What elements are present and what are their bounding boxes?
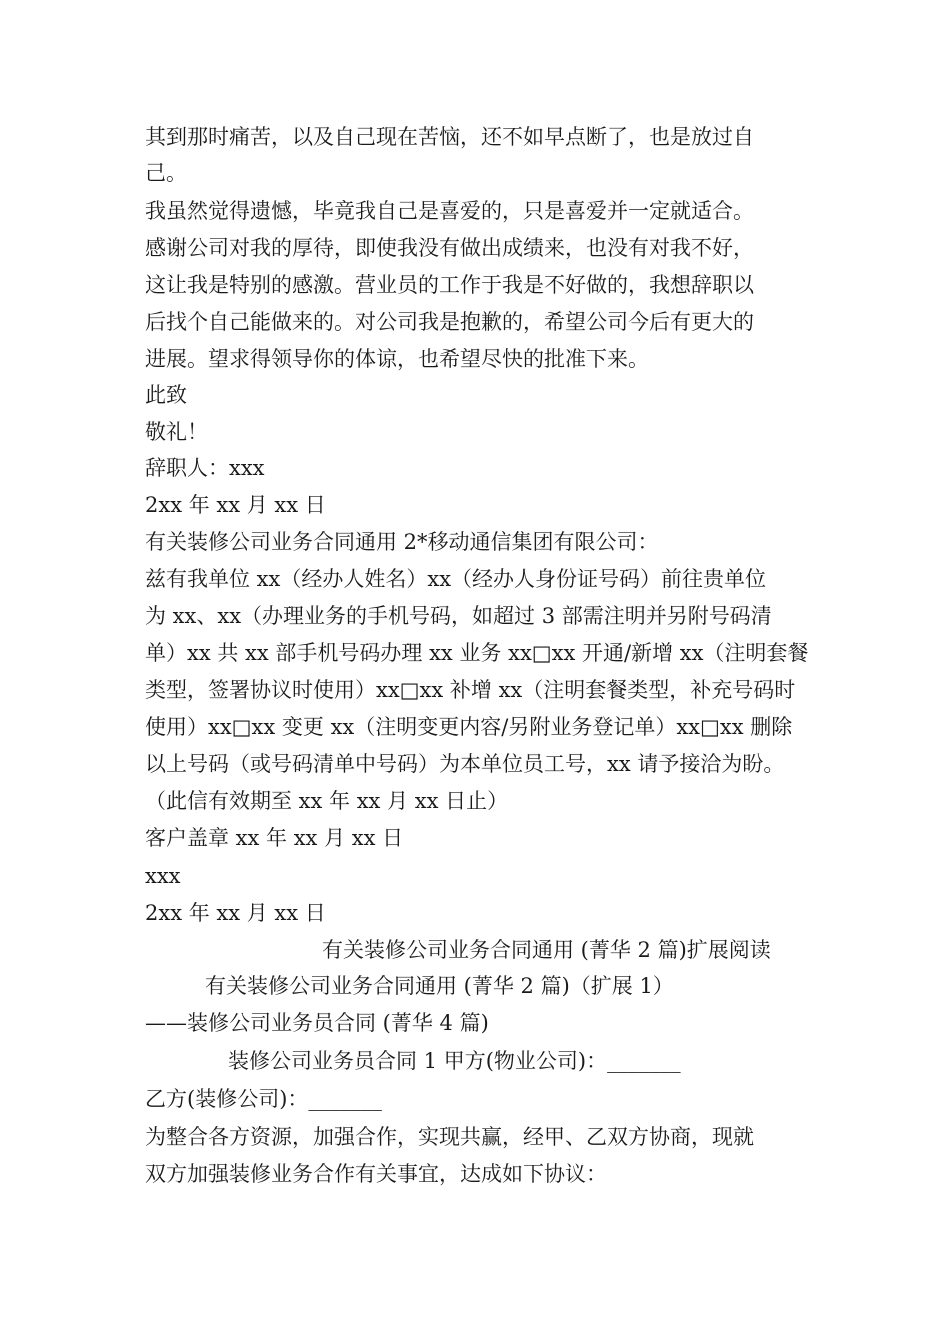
body-text-line: （此信有效期至 xx 年 xx 月 xx 日止） — [145, 789, 509, 813]
body-text-line: 为 xx、xx（办理业务的手机号码，如超过 3 部需注明并另附号码清 — [145, 604, 772, 628]
extended-reading-heading: 有关装修公司业务合同通用 (菁华 2 篇)扩展阅读 — [322, 938, 771, 962]
body-text-line: 双方加强装修业务合作有关事宜，达成如下协议： — [145, 1162, 607, 1186]
body-text-line: 以上号码（或号码清单中号码）为本单位员工号，xx 请予接洽为盼。 — [145, 752, 785, 776]
body-text-line: 这让我是特别的感激。营业员的工作于我是不好做的，我想辞职以 — [145, 273, 754, 297]
body-text-line: 进展。望求得领导你的体谅，也希望尽快的批准下来。 — [145, 347, 649, 371]
body-text-line: 其到那时痛苦，以及自己现在苦恼，还不如早点断了，也是放过自 — [145, 125, 754, 149]
body-text-line: 为整合各方资源，加强合作，实现共赢，经甲、乙双方协商，现就 — [145, 1125, 754, 1149]
section-heading: 有关装修公司业务合同通用 2*移动通信集团有限公司： — [145, 530, 659, 554]
body-text-line: 己。 — [145, 161, 187, 185]
stamp-line: 客户盖章 xx 年 xx 月 xx 日 — [145, 826, 404, 850]
contract-party-b: 乙方(装修公司)：_______ — [145, 1087, 382, 1111]
date-line: 2xx 年 xx 月 xx 日 — [145, 901, 326, 925]
signature-line: xxx — [145, 864, 181, 888]
signature-line: 辞职人：xxx — [145, 456, 265, 480]
body-text-line: 兹有我单位 xx（经办人姓名）xx（经办人身份证号码）前往贵单位 — [145, 567, 767, 591]
body-text-line: 使用）xx□xx 变更 xx（注明变更内容/另附业务登记单）xx□xx 删除 — [145, 715, 793, 739]
date-line: 2xx 年 xx 月 xx 日 — [145, 493, 326, 517]
section-heading: ——装修公司业务员合同 (菁华 4 篇) — [145, 1011, 489, 1035]
body-text-line: 后找个自己能做来的。对公司我是抱歉的，希望公司今后有更大的 — [145, 310, 754, 334]
closing-salutation: 敬礼！ — [145, 420, 208, 444]
body-text-line: 感谢公司对我的厚待，即使我没有做出成绩来，也没有对我不好， — [145, 236, 754, 260]
body-text-line: 类型，签署协议时使用）xx□xx 补增 xx（注明套餐类型，补充号码时 — [145, 678, 796, 702]
body-text-line: 我虽然觉得遗憾，毕竟我自己是喜爱的，只是喜爱并一定就适合。 — [145, 199, 754, 223]
extended-reading-subheading: 有关装修公司业务合同通用 (菁华 2 篇)（扩展 1） — [205, 974, 674, 998]
closing-salutation: 此致 — [145, 383, 187, 407]
contract-party-a: 装修公司业务员合同 1 甲方(物业公司)：_______ — [228, 1049, 681, 1073]
body-text-line: 单）xx 共 xx 部手机号码办理 xx 业务 xx□xx 开通/新增 xx（注明套餐 — [145, 641, 809, 665]
